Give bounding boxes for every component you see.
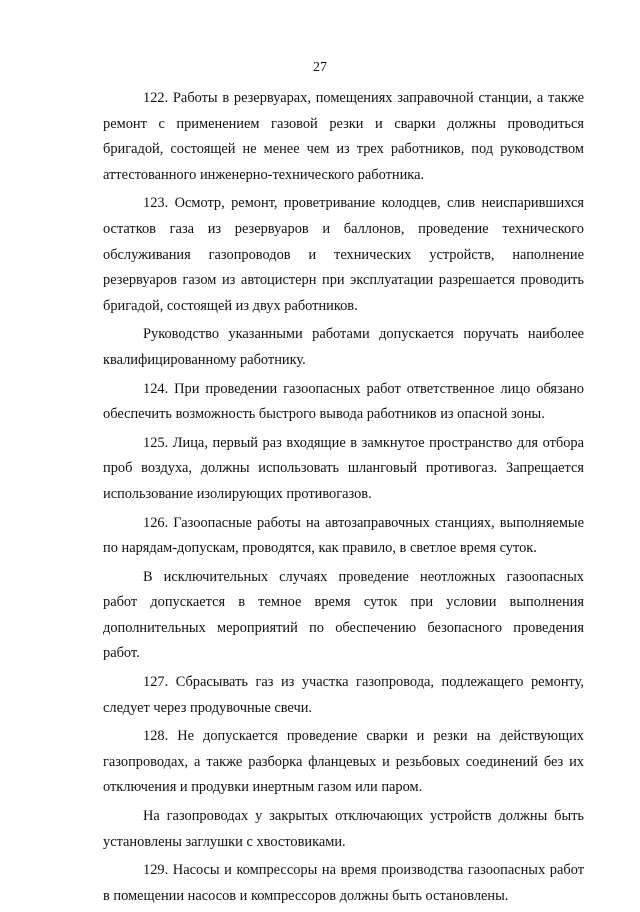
paragraph-122: 122. Работы в резервуарах, помещениях заправочной станции, а также ремонт с применением газовой резки и сварки должны проводиться бригадой, состоящей не менее чем из трех работников, под руководством аттестованного инженерно-технического работника. (103, 90, 584, 183)
paragraph-123-supervision: Руководство указанными работами допускается поручать наиболее квалифицированному работнику. (103, 326, 584, 368)
paragraph-126-exceptions: В исключительных случаях проведение неотложных газоопасных работ допускается в темное время суток при условии выполнения дополнительных мероприятий по обеспечению безопасного проведения работ. (103, 568, 584, 662)
paragraph-129: 129. Насосы и компрессоры на время производства газоопасных работ в помещении насосов и компрессоров должны быть остановлены. (103, 862, 584, 904)
paragraph-128: 128. Не допускается проведение сварки и резки на действующих газопроводах, а также разборка фланцевых и резьбовых соединений без их отключения и продувки инертным газом или паром. (103, 728, 584, 796)
paragraph-126: 126. Газоопасные работы на автозаправочных станциях, выполняемые по нарядам-допускам, проводятся, как правило, в светлое время суток. (103, 514, 584, 557)
paragraph-123: 123. Осмотр, ремонт, проветривание колодцев, слив неиспарившихся остатков газа из резервуаров и баллонов, проведение технического обслуживания газопроводов и технических устройств, наполнение резервуаров газом из автоцистерн при эксплуатации разрешается проводить бригадой, состоящей из двух работников. (103, 195, 584, 314)
paragraph-124: 124. При проведении газоопасных работ ответственное лицо обязано обеспечить возможность быстрого вывода работников из опасной зоны. (103, 380, 584, 423)
paragraph-127: 127. Сбрасывать газ из участка газопровода, подлежащего ремонту, следует через продувочные свечи. (103, 674, 584, 716)
paragraph-128-plugs: На газопроводах у закрытых отключающих устройств должны быть установлены заглушки с хвостовиками. (103, 808, 584, 850)
paragraph-125: 125. Лица, первый раз входящие в замкнутое пространство для отбора проб воздуха, должны использовать шланговый противогаз. Запрещается использование изолирующих противогазов. (103, 434, 584, 502)
page-number: 27 (313, 60, 327, 75)
document-body (103, 86, 584, 912)
